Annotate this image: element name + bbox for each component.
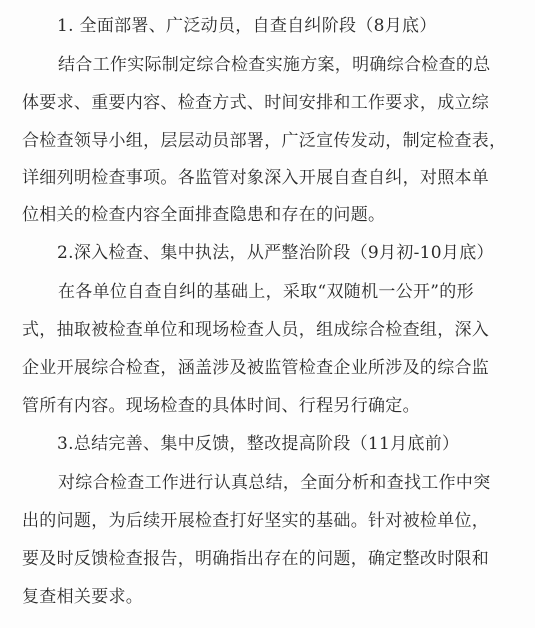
section-2-line-4: 管所有内容。现场检查的具体时间、行程另行确定。 [22, 396, 420, 416]
section-3-line-1: 对综合检查工作进行认真总结，全面分析和查找工作中突 [58, 473, 491, 493]
section-3-heading: 3.总结完善、集中反馈，整改提高阶段（11月底前） [57, 434, 460, 454]
section-2-line-2: 式，抽取被检查单位和现场检查人员，组成综合检查组，深入 [22, 320, 490, 340]
section-3-line-4: 复查相关要求。 [22, 587, 144, 607]
section-1-heading: 1. 全面部署、广泛动员，自查自纠阶段（8月底） [57, 16, 437, 36]
section-2-line-3: 企业开展综合检查，涵盖涉及被监管检查企业所涉及的综合监 [22, 358, 490, 378]
section-1-line-5: 位相关的检查内容全面排查隐患和存在的问题。 [22, 205, 386, 225]
section-1-line-1: 结合工作实际制定综合检查实施方案，明确综合检查的总 [58, 55, 491, 75]
section-3-line-3: 要及时反馈检查报告，明确指出存在的问题，确定整改时限和 [22, 549, 490, 569]
section-2-line-1: 在各单位自查自纠的基础上，采取“双随机一公开”的形 [58, 282, 474, 302]
section-3-line-2: 出的问题，为后续开展检查打好坚实的基础。针对被检单位， [22, 511, 490, 531]
section-1-line-2: 体要求、重要内容、检查方式、时间安排和工作要求，成立综 [22, 93, 490, 113]
section-1-line-3: 合检查领导小组，层层动员部署，广泛宣传发动，制定检查表， [22, 131, 507, 151]
section-1-line-4: 详细列明检查事项。各监管对象深入开展自查自纠，对照本单 [22, 168, 490, 188]
section-2-heading: 2.深入检查、集中执法，从严整治阶段（9月初-10月底） [57, 243, 494, 263]
